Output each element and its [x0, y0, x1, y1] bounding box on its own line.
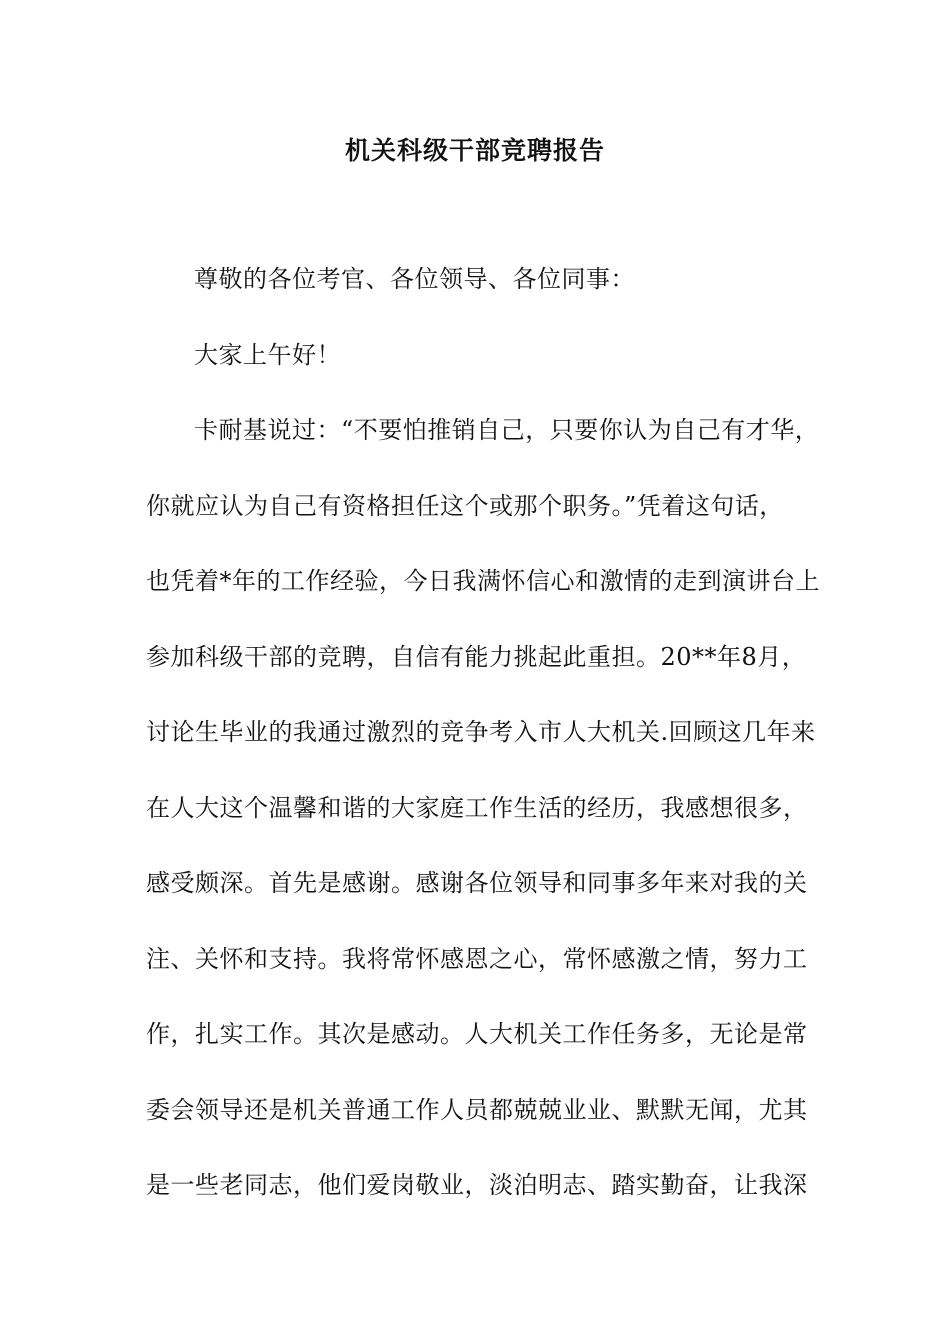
- body-line-4: 参加科级干部的竞聘，自信有能力挑起此重担。20**年8月，: [146, 643, 807, 671]
- greeting-line: 大家上午好！: [194, 341, 341, 369]
- body-line-5: 讨论生毕业的我通过激烈的竞争考入市人大机关.回顾这几年来: [146, 718, 816, 746]
- body-line-2: 你就应认为自己有资格担任这个或那个职务。”凭着这句话，: [146, 492, 784, 520]
- body-line-6: 在人大这个温馨和谐的大家庭工作生活的经历，我感想很多，: [146, 794, 808, 822]
- document-title: 机关科级干部竞聘报告: [344, 136, 605, 165]
- body-line-7: 感受颇深。首先是感谢。感谢各位领导和同事多年来对我的关: [146, 869, 808, 897]
- salutation-line: 尊敬的各位考官、各位领导、各位同事：: [194, 265, 635, 293]
- body-line-9: 作，扎实工作。其次是感动。人大机关工作任务多，无论是常: [146, 1020, 808, 1048]
- body-line-10: 委会领导还是机关普通工作人员都兢兢业业、默默无闻，尤其: [146, 1096, 808, 1124]
- body-line-3: 也凭着*年的工作经验，今日我满怀信心和激情的走到演讲台上: [146, 567, 820, 595]
- body-line-1: 卡耐基说过：“不要怕推销自己，只要你认为自己有才华，: [194, 416, 820, 444]
- body-line-8: 注、关怀和支持。我将常怀感恩之心，常怀感激之情，努力工: [146, 945, 808, 973]
- body-line-11: 是一些老同志，他们爱岗敬业，淡泊明志、踏实勤奋，让我深: [146, 1171, 808, 1199]
